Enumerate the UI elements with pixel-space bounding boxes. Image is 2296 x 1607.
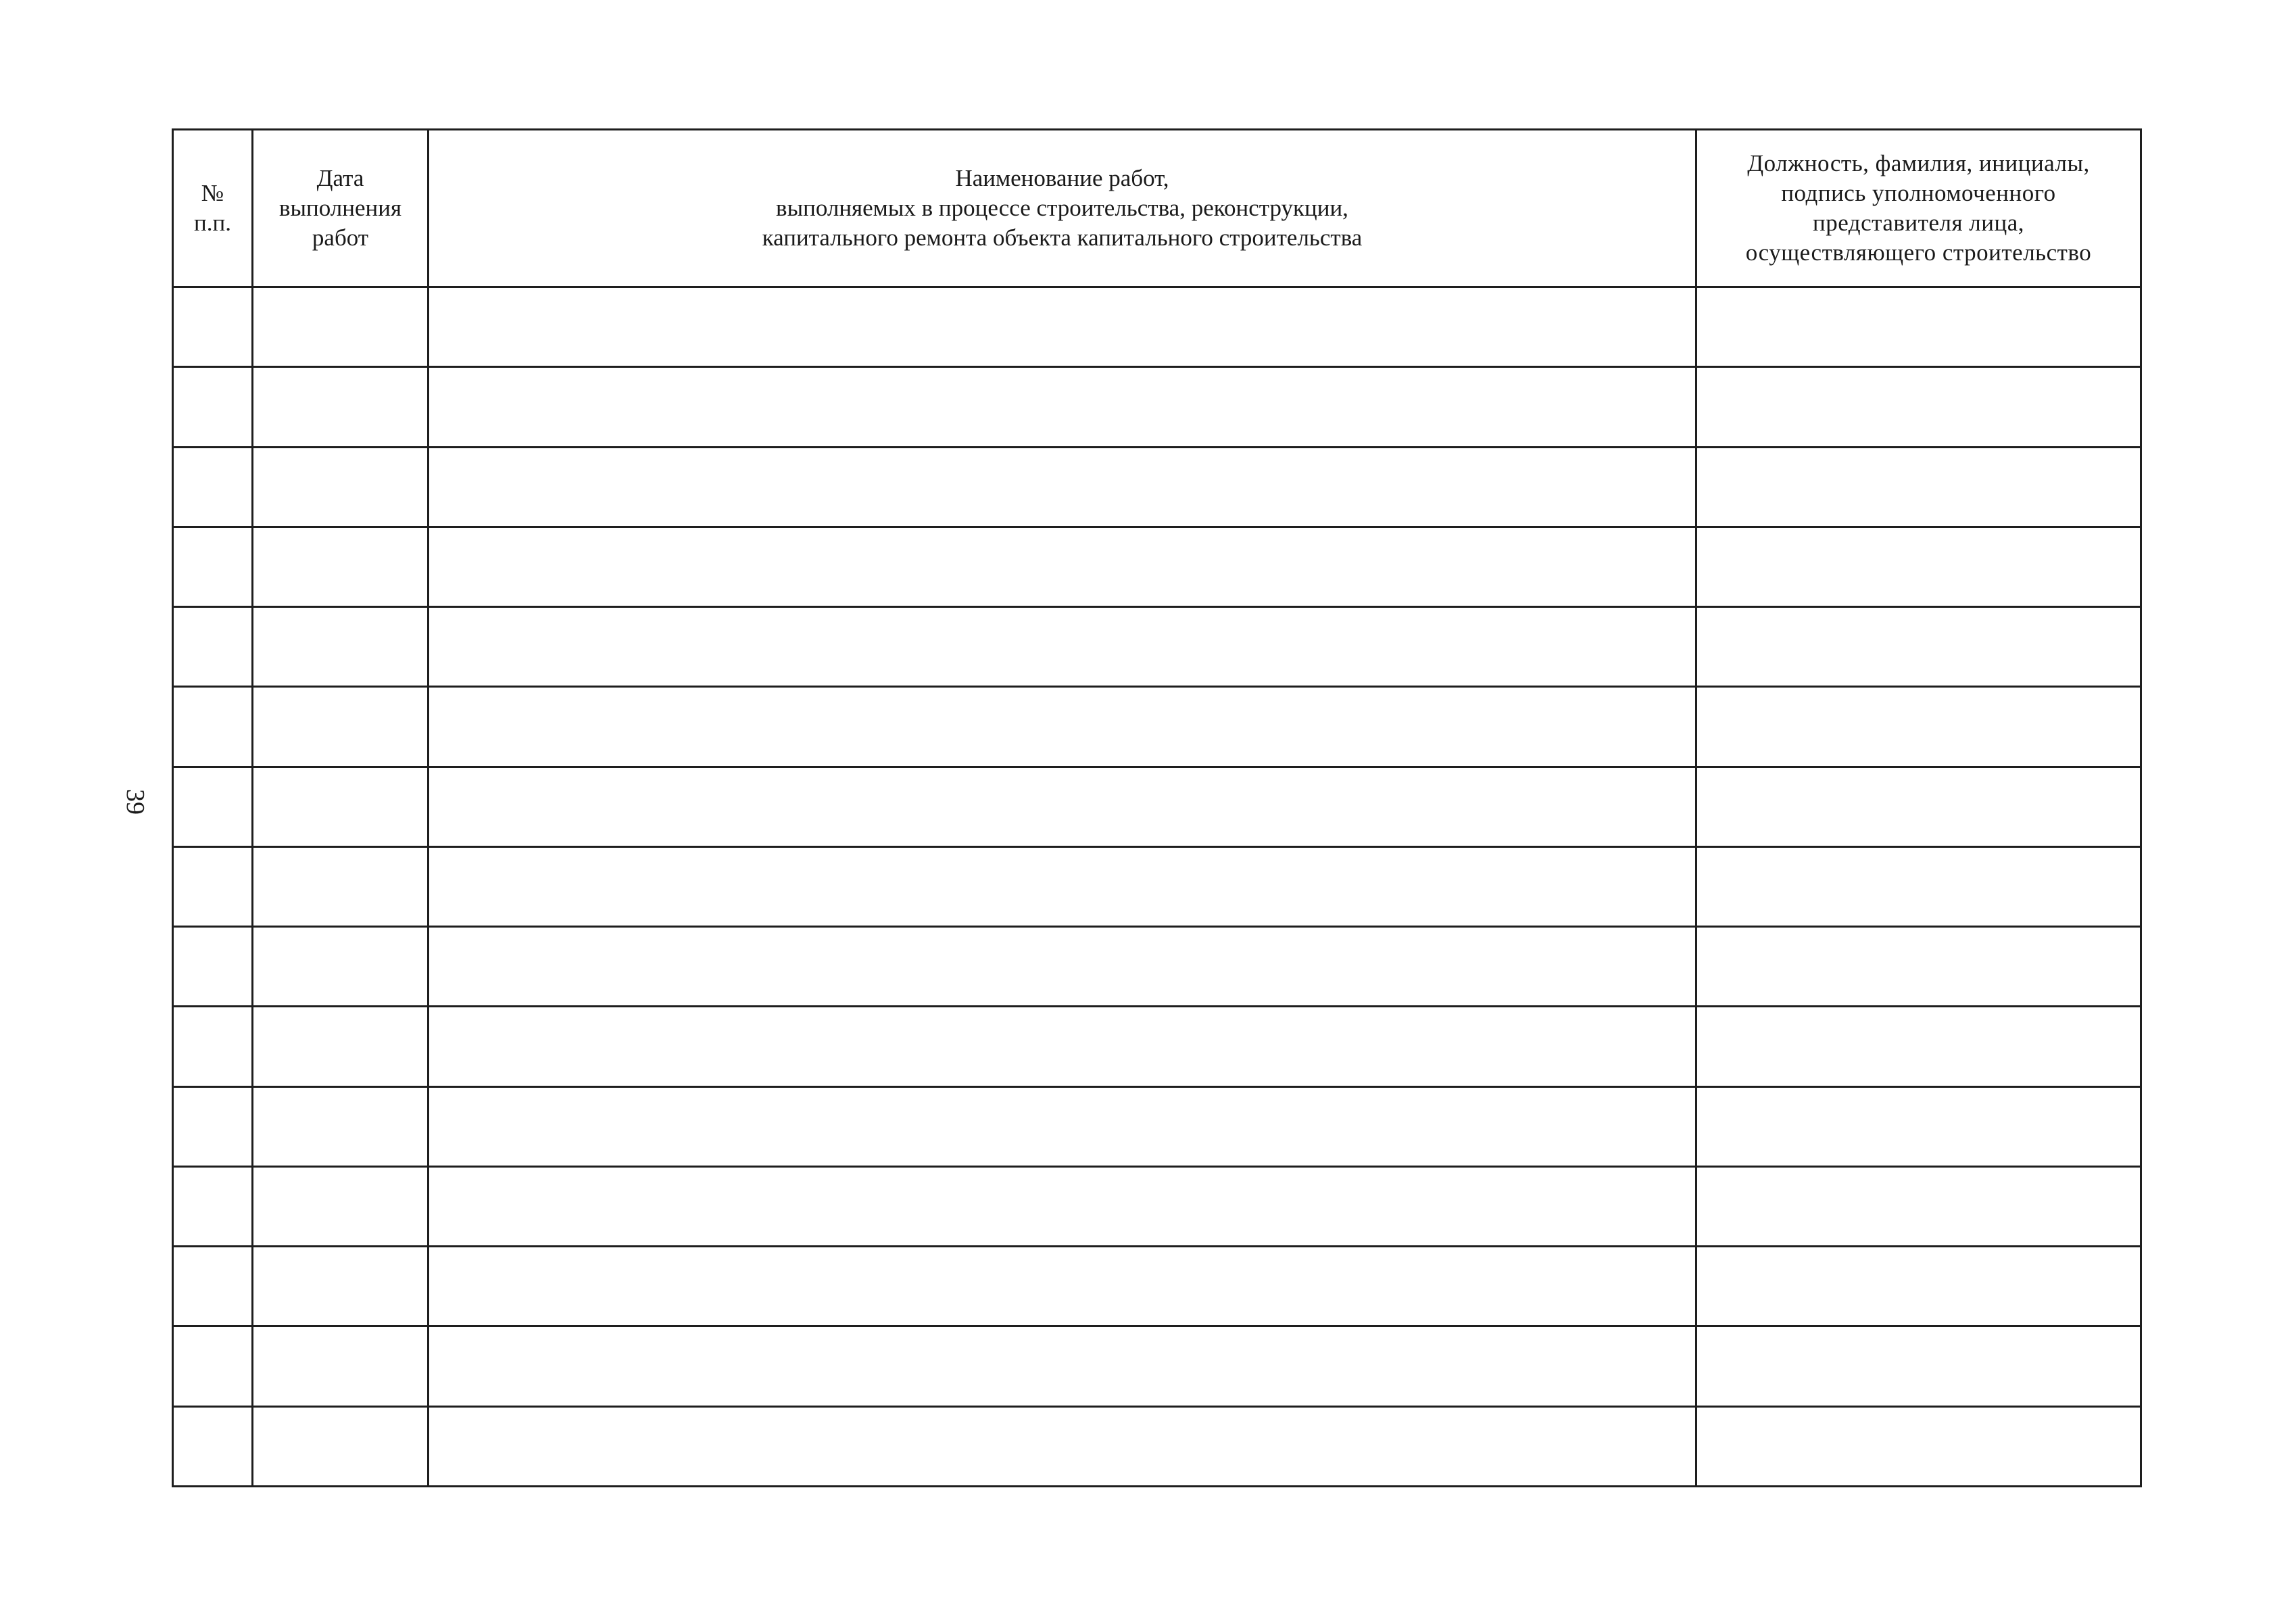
empty-cell-date[interactable] (253, 1166, 429, 1246)
empty-cell-works[interactable] (429, 846, 1696, 926)
table-row (173, 607, 2141, 687)
empty-cell-signer[interactable] (1696, 367, 2141, 447)
empty-cell-signer[interactable] (1696, 767, 2141, 846)
empty-cell-signer[interactable] (1696, 1007, 2141, 1086)
empty-cell-signer[interactable] (1696, 1247, 2141, 1326)
empty-cell-num[interactable] (173, 767, 253, 846)
empty-cell-num[interactable] (173, 1247, 253, 1326)
empty-cell-num[interactable] (173, 1007, 253, 1086)
empty-cell-works[interactable] (429, 1406, 1696, 1486)
empty-cell-date[interactable] (253, 287, 429, 367)
table-row (173, 1247, 2141, 1326)
empty-cell-date[interactable] (253, 607, 429, 687)
empty-cell-date[interactable] (253, 1326, 429, 1406)
empty-cell-date[interactable] (253, 447, 429, 527)
empty-cell-signer[interactable] (1696, 1326, 2141, 1406)
empty-cell-signer[interactable] (1696, 527, 2141, 606)
table-row (173, 927, 2141, 1007)
table-row (173, 1086, 2141, 1166)
empty-cell-num[interactable] (173, 687, 253, 767)
empty-cell-works[interactable] (429, 367, 1696, 447)
work-log-table (172, 128, 2142, 1487)
empty-cell-date[interactable] (253, 1007, 429, 1086)
empty-cell-signer[interactable] (1696, 287, 2141, 367)
empty-cell-works[interactable] (429, 767, 1696, 846)
table-header-row (173, 130, 2141, 287)
header-number: № п.п. (173, 130, 253, 287)
empty-cell-num[interactable] (173, 1406, 253, 1486)
table-row (173, 767, 2141, 846)
empty-cell-signer[interactable] (1696, 1406, 2141, 1486)
empty-cell-signer[interactable] (1696, 447, 2141, 527)
empty-cell-num[interactable] (173, 367, 253, 447)
table-row (173, 1406, 2141, 1486)
empty-cell-num[interactable] (173, 1326, 253, 1406)
empty-cell-date[interactable] (253, 687, 429, 767)
empty-cell-date[interactable] (253, 927, 429, 1007)
empty-cell-date[interactable] (253, 767, 429, 846)
empty-cell-works[interactable] (429, 287, 1696, 367)
table-row (173, 1007, 2141, 1086)
empty-cell-signer[interactable] (1696, 687, 2141, 767)
table-row (173, 846, 2141, 926)
table-row (173, 287, 2141, 367)
empty-cell-works[interactable] (429, 1247, 1696, 1326)
table-row (173, 367, 2141, 447)
empty-cell-works[interactable] (429, 607, 1696, 687)
empty-cell-works[interactable] (429, 1007, 1696, 1086)
header-date: Дата выполнения работ (253, 130, 429, 287)
header-work-name: Наименование работ, выполняемых в процессе строительства, реконструкции, капитального ремонта объекта капитального строительства (429, 130, 1696, 287)
empty-cell-num[interactable] (173, 527, 253, 606)
table-row (173, 1166, 2141, 1246)
header-signer: Должность, фамилия, инициалы, подпись уполномоченного представителя лица, осуществляющего строительство (1696, 130, 2141, 287)
table-row (173, 1326, 2141, 1406)
empty-cell-signer[interactable] (1696, 846, 2141, 926)
empty-cell-works[interactable] (429, 1166, 1696, 1246)
empty-cell-num[interactable] (173, 607, 253, 687)
page-number: 39 (121, 789, 149, 815)
empty-cell-date[interactable] (253, 1406, 429, 1486)
empty-cell-signer[interactable] (1696, 927, 2141, 1007)
empty-cell-date[interactable] (253, 527, 429, 606)
table-row (173, 447, 2141, 527)
empty-cell-date[interactable] (253, 1247, 429, 1326)
table-row (173, 527, 2141, 606)
empty-cell-works[interactable] (429, 527, 1696, 606)
empty-cell-num[interactable] (173, 1086, 253, 1166)
empty-cell-date[interactable] (253, 846, 429, 926)
empty-cell-num[interactable] (173, 447, 253, 527)
empty-cell-num[interactable] (173, 846, 253, 926)
empty-cell-num[interactable] (173, 287, 253, 367)
empty-cell-works[interactable] (429, 687, 1696, 767)
empty-cell-date[interactable] (253, 1086, 429, 1166)
table-row (173, 687, 2141, 767)
empty-cell-works[interactable] (429, 1326, 1696, 1406)
empty-cell-signer[interactable] (1696, 1086, 2141, 1166)
empty-cell-works[interactable] (429, 1086, 1696, 1166)
empty-cell-signer[interactable] (1696, 1166, 2141, 1246)
empty-cell-num[interactable] (173, 927, 253, 1007)
empty-cell-num[interactable] (173, 1166, 253, 1246)
empty-cell-works[interactable] (429, 447, 1696, 527)
empty-cell-works[interactable] (429, 927, 1696, 1007)
empty-cell-signer[interactable] (1696, 607, 2141, 687)
empty-cell-date[interactable] (253, 367, 429, 447)
